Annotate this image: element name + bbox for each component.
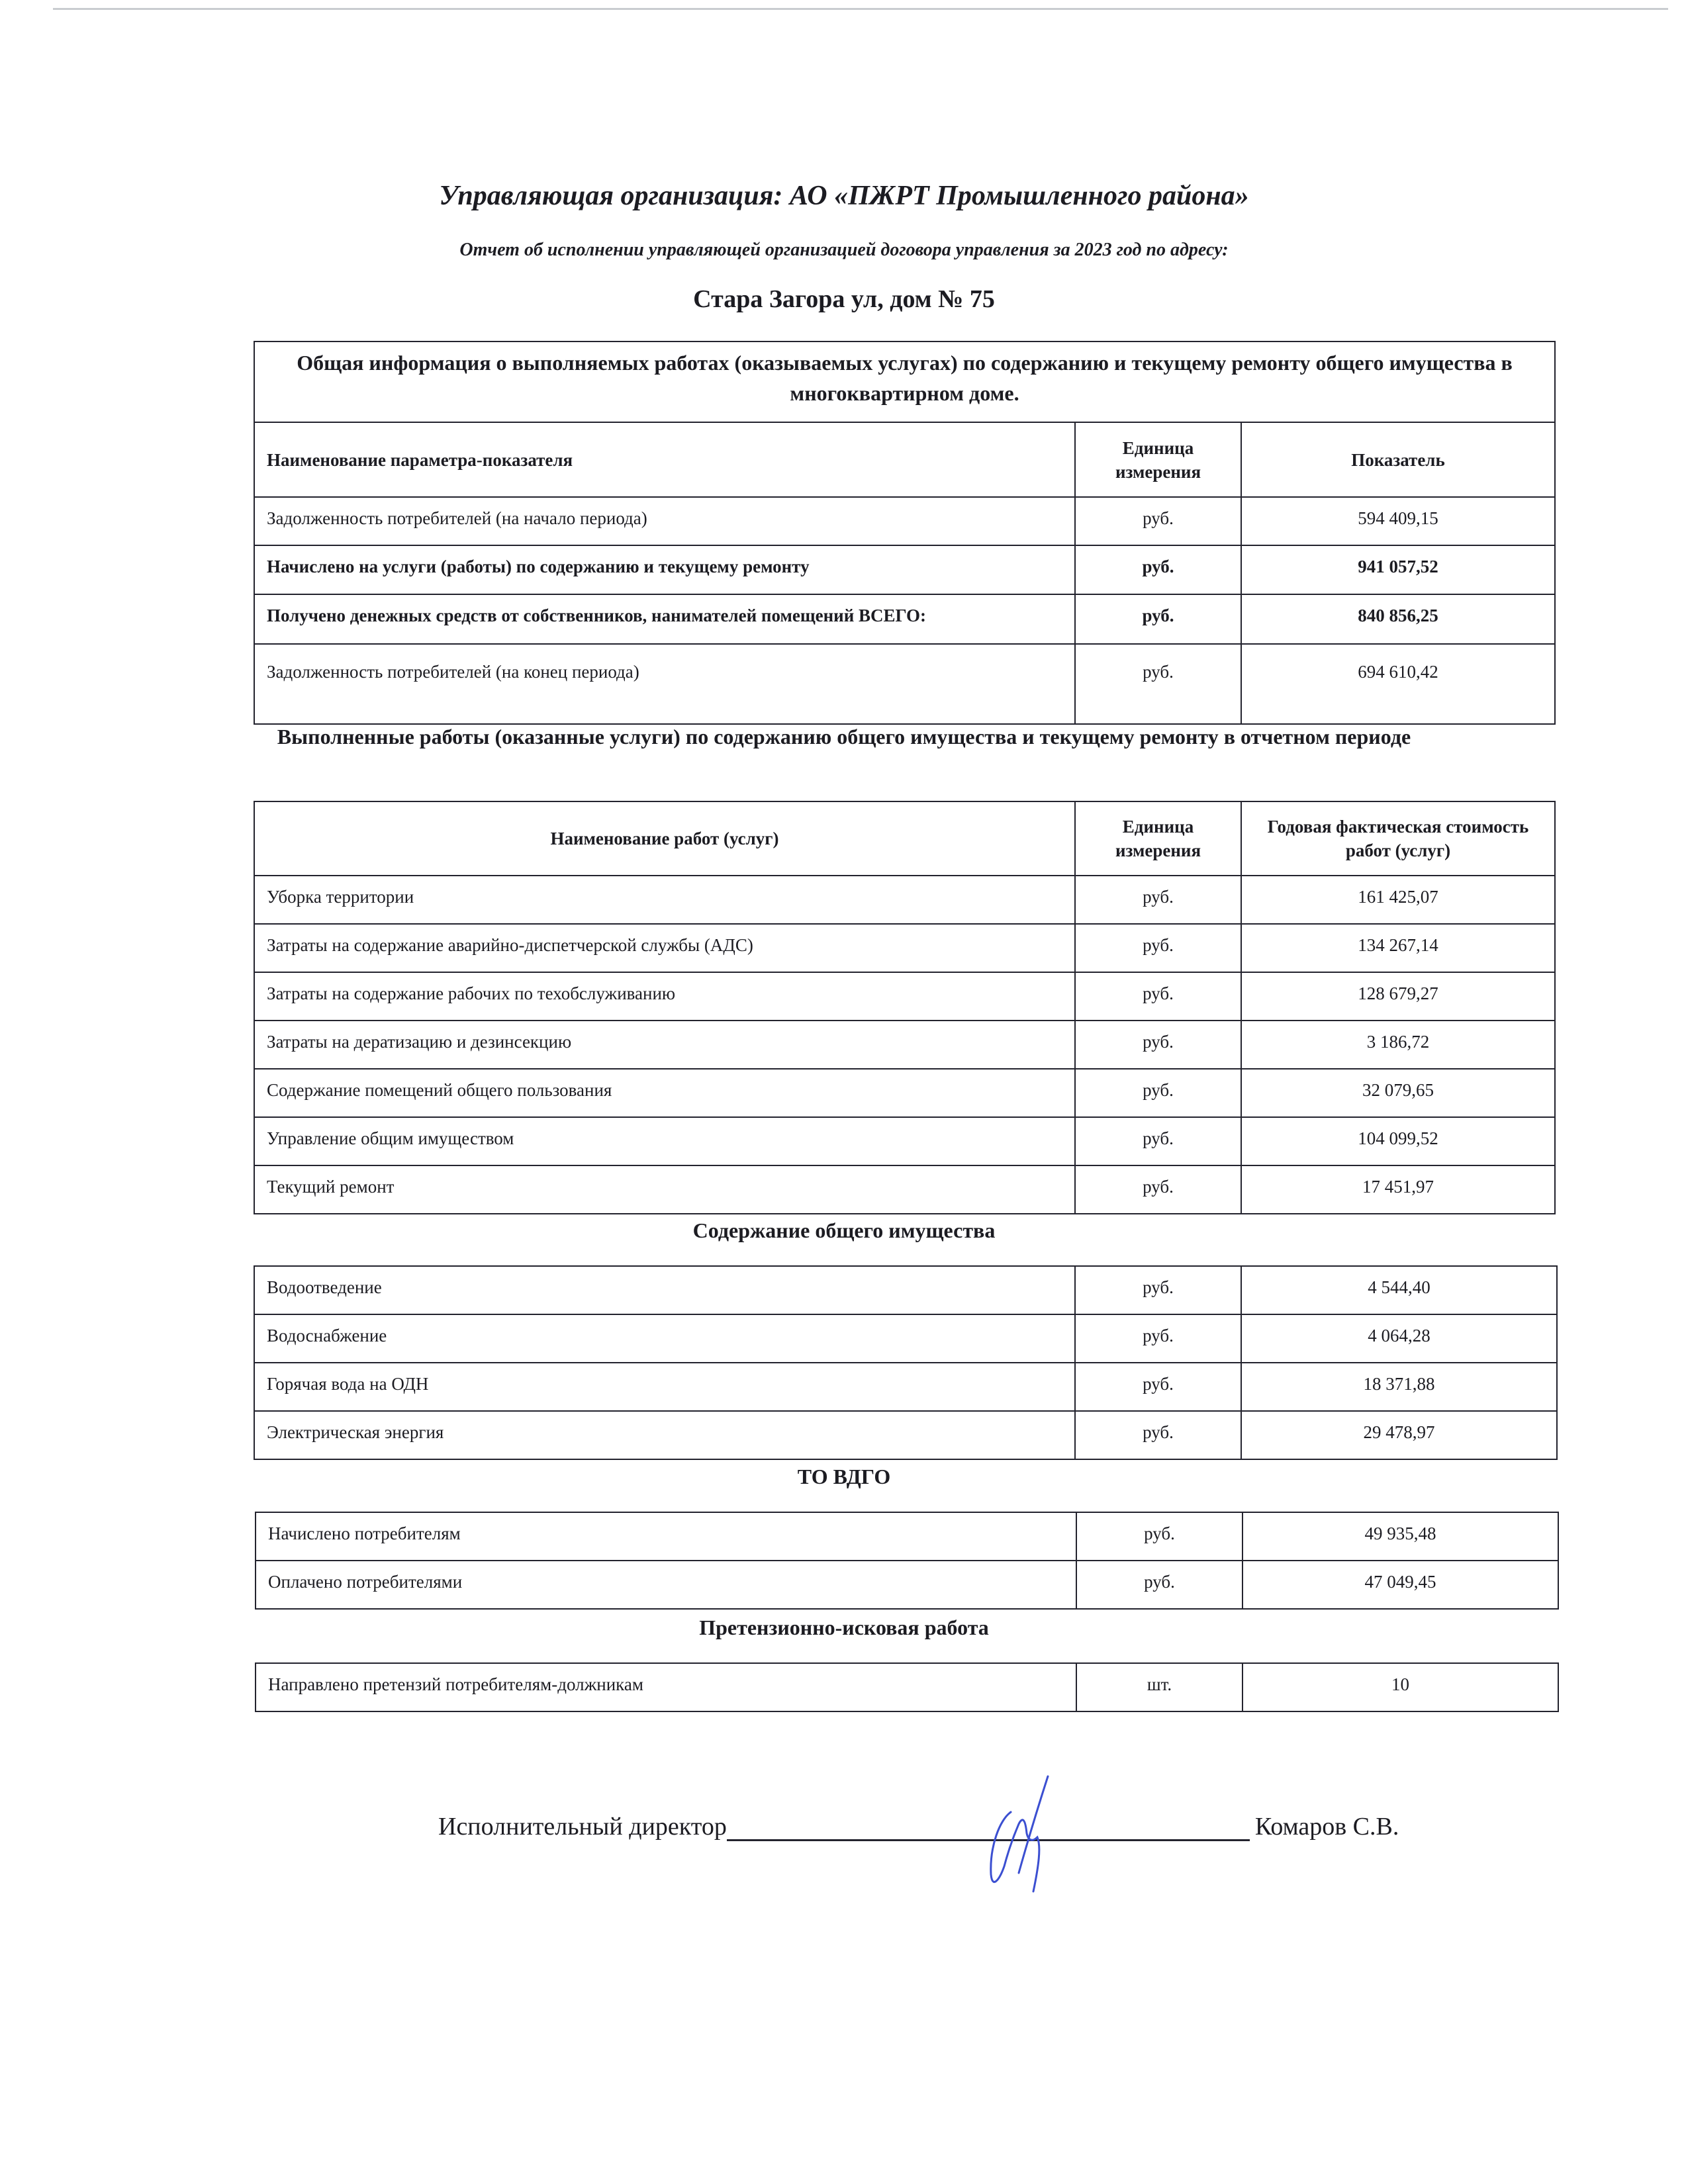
table-row (254, 924, 1555, 972)
organization-title: Управляющая организация: АО «ПЖРТ Промышленного района» (439, 181, 1249, 211)
table-row (254, 545, 1555, 594)
row-name: Оплачено потребителями (256, 1561, 1076, 1609)
row-name: Водоотведение (254, 1266, 1075, 1314)
works-section-title: Выполненные работы (оказанные услуги) по содержанию общего имущества и текущему ремонту в отчетном периоде (277, 725, 1411, 749)
signatory-name: Комаров С.В. (1254, 1813, 1399, 1841)
row-value: 29 478,97 (1241, 1411, 1557, 1459)
common-property-section-title: Содержание общего имущества (692, 1218, 996, 1242)
row-value: 3 186,72 (1241, 1021, 1555, 1069)
row-value: 594 409,15 (1241, 497, 1555, 545)
table-row (254, 1266, 1557, 1314)
table-header-row (254, 801, 1555, 876)
claims-rows (256, 1663, 1558, 1711)
table-row (254, 1411, 1557, 1459)
row-value: 840 856,25 (1241, 594, 1555, 644)
column-header-parameter: Наименование параметра-показателя (254, 422, 1075, 497)
row-unit: руб. (1075, 1411, 1241, 1459)
table-row (254, 1314, 1557, 1363)
scan-artifact-line (53, 8, 1668, 10)
row-unit: руб. (1075, 1021, 1241, 1069)
table-row (254, 644, 1555, 724)
address-heading: Стара Загора ул, дом № 75 (693, 285, 995, 313)
table-header-row (254, 422, 1555, 497)
row-value: 694 610,42 (1241, 644, 1555, 724)
row-value: 18 371,88 (1241, 1363, 1557, 1411)
row-value: 10 (1243, 1663, 1558, 1711)
row-unit: руб. (1075, 1117, 1241, 1165)
table-row (254, 972, 1555, 1021)
row-value: 47 049,45 (1243, 1561, 1558, 1609)
row-unit: руб. (1075, 497, 1241, 545)
table-row (254, 497, 1555, 545)
table-row (254, 1165, 1555, 1214)
row-value: 49 935,48 (1243, 1512, 1558, 1561)
works-rows (254, 876, 1555, 1214)
general-info-caption: Общая информация о выполняемых работах (оказываемых услугах) по содержанию и текущему ремонту общего имущества в многоквартирном доме. (254, 341, 1555, 422)
row-name: Задолженность потребителей (на начало периода) (254, 497, 1075, 545)
row-unit: руб. (1076, 1512, 1243, 1561)
handwritten-signature-icon (963, 1774, 1076, 1893)
row-name: Получено денежных средств от собственников, нанимателей помещений ВСЕГО: (254, 594, 1075, 644)
row-value: 4 064,28 (1241, 1314, 1557, 1363)
column-header-unit: Единица измерения (1075, 801, 1241, 876)
table-row (256, 1663, 1558, 1711)
row-unit: руб. (1075, 545, 1241, 594)
general-info-table (254, 341, 1556, 725)
row-name: Затраты на содержание аварийно-диспетчерской службы (АДС) (254, 924, 1075, 972)
row-unit: руб. (1075, 876, 1241, 924)
column-header-value: Показатель (1241, 422, 1555, 497)
row-name: Направлено претензий потребителям-должникам (256, 1663, 1076, 1711)
signatory-position: Исполнительный директор (438, 1813, 727, 1841)
claims-table (255, 1662, 1559, 1712)
row-value: 17 451,97 (1241, 1165, 1555, 1214)
gas-maintenance-table (255, 1512, 1559, 1610)
row-name: Затраты на дератизацию и дезинсекцию (254, 1021, 1075, 1069)
row-value: 134 267,14 (1241, 924, 1555, 972)
row-name: Уборка территории (254, 876, 1075, 924)
table-row (254, 594, 1555, 644)
row-value: 941 057,52 (1241, 545, 1555, 594)
row-unit: руб. (1075, 594, 1241, 644)
common-property-rows (254, 1266, 1557, 1459)
table-row (254, 1363, 1557, 1411)
table-row (254, 1069, 1555, 1117)
row-unit: руб. (1075, 1266, 1241, 1314)
column-header-work-name: Наименование работ (услуг) (254, 801, 1075, 876)
row-value: 4 544,40 (1241, 1266, 1557, 1314)
row-unit: руб. (1075, 1165, 1241, 1214)
row-unit: шт. (1076, 1663, 1243, 1711)
row-value: 128 679,27 (1241, 972, 1555, 1021)
signature-block (438, 1812, 1399, 1841)
row-name: Горячая вода на ОДН (254, 1363, 1075, 1411)
row-value: 104 099,52 (1241, 1117, 1555, 1165)
gas-maintenance-section-title: ТО ВДГО (797, 1465, 891, 1488)
common-property-table (254, 1265, 1558, 1460)
row-name: Электрическая энергия (254, 1411, 1075, 1459)
report-subtitle: Отчет об исполнении управляющей организацией договора управления за 2023 год по адресу: (459, 240, 1229, 260)
row-unit: руб. (1075, 1363, 1241, 1411)
row-unit: руб. (1075, 972, 1241, 1021)
row-unit: руб. (1075, 1314, 1241, 1363)
row-name: Содержание помещений общего пользования (254, 1069, 1075, 1117)
row-name: Задолженность потребителей (на конец периода) (254, 644, 1075, 724)
row-name: Текущий ремонт (254, 1165, 1075, 1214)
works-table (254, 801, 1556, 1214)
table-row (254, 1021, 1555, 1069)
claims-section-title: Претензионно-исковая работа (699, 1615, 989, 1639)
row-unit: руб. (1075, 924, 1241, 972)
gas-maintenance-rows (256, 1512, 1558, 1609)
row-name: Управление общим имуществом (254, 1117, 1075, 1165)
table-row (256, 1512, 1558, 1561)
row-value: 161 425,07 (1241, 876, 1555, 924)
row-unit: руб. (1075, 644, 1241, 724)
row-name: Начислено на услуги (работы) по содержанию и текущему ремонту (254, 545, 1075, 594)
row-name: Затраты на содержание рабочих по техобслуживанию (254, 972, 1075, 1021)
row-value: 32 079,65 (1241, 1069, 1555, 1117)
row-unit: руб. (1076, 1561, 1243, 1609)
table-row (256, 1561, 1558, 1609)
table-row (254, 1117, 1555, 1165)
row-name: Начислено потребителям (256, 1512, 1076, 1561)
column-header-annual-cost: Годовая фактическая стоимость работ (услуг) (1241, 801, 1555, 876)
column-header-unit: Единица измерения (1075, 422, 1241, 497)
row-name: Водоснабжение (254, 1314, 1075, 1363)
row-unit: руб. (1075, 1069, 1241, 1117)
table-row (254, 876, 1555, 924)
